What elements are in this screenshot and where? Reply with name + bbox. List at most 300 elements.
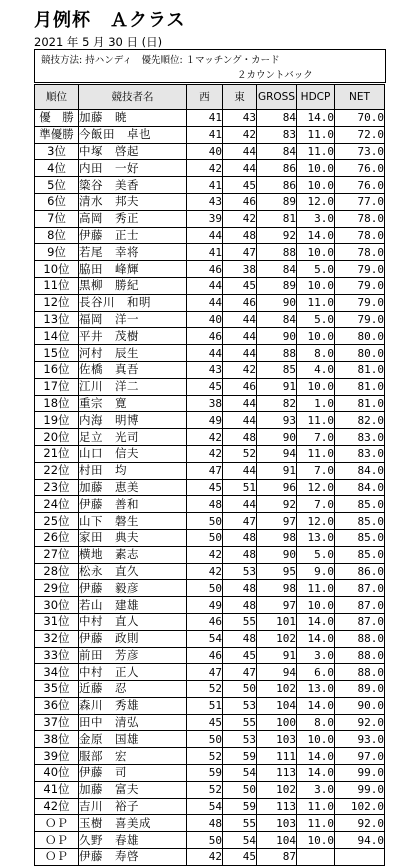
name-cell: 金原 国雄 (79, 731, 187, 748)
east-score-cell: 47 (223, 664, 257, 681)
east-score-cell: 45 (223, 849, 257, 866)
rank-cell: 28位 (35, 563, 79, 580)
name-cell: 平井 茂樹 (79, 328, 187, 345)
name-cell: 近藤 忍 (79, 681, 187, 698)
rank-cell: 31位 (35, 613, 79, 630)
west-score-cell: 54 (187, 798, 223, 815)
table-row (35, 395, 385, 412)
gross-score-cell: 87 (257, 849, 297, 866)
west-score-cell: 42 (187, 429, 223, 446)
name-cell: 簗谷 美香 (79, 177, 187, 194)
name-cell: 家田 典夫 (79, 529, 187, 546)
rank-cell: 32位 (35, 630, 79, 647)
net-score-cell: 87.0 (335, 613, 385, 630)
table-row (35, 345, 385, 362)
gross-score-cell: 97 (257, 597, 297, 614)
name-cell: 足立 光司 (79, 429, 187, 446)
gross-score-cell: 102 (257, 781, 297, 798)
gross-score-cell: 89 (257, 193, 297, 210)
gross-score-cell: 103 (257, 731, 297, 748)
header-hdcp: HDCP (297, 85, 335, 110)
gross-score-cell: 102 (257, 681, 297, 698)
hdcp-cell: 13.0 (297, 681, 335, 698)
hdcp-cell: 10.0 (297, 731, 335, 748)
net-score-cell: 88.0 (335, 630, 385, 647)
hdcp-cell: 11.0 (297, 294, 335, 311)
gross-score-cell: 113 (257, 765, 297, 782)
name-cell: 伊藤 政則 (79, 630, 187, 647)
table-row (35, 479, 385, 496)
east-score-cell: 44 (223, 143, 257, 160)
rank-cell: 24位 (35, 496, 79, 513)
rank-cell: 33位 (35, 647, 79, 664)
east-score-cell: 44 (223, 311, 257, 328)
name-cell: 加藤 富夫 (79, 781, 187, 798)
hdcp-cell: 7.0 (297, 462, 335, 479)
west-score-cell: 48 (187, 815, 223, 832)
west-score-cell: 50 (187, 832, 223, 849)
west-score-cell: 50 (187, 731, 223, 748)
gross-score-cell: 100 (257, 714, 297, 731)
gross-score-cell: 95 (257, 563, 297, 580)
hdcp-cell: 9.0 (297, 563, 335, 580)
table-row (35, 647, 385, 664)
table-row (35, 311, 385, 328)
west-score-cell: 59 (187, 765, 223, 782)
table-row (35, 445, 385, 462)
header-name: 競技者名 (79, 85, 187, 110)
net-score-cell: 79.0 (335, 277, 385, 294)
name-cell: 森川 秀雄 (79, 697, 187, 714)
east-score-cell: 45 (223, 277, 257, 294)
name-cell: 伊藤 正士 (79, 227, 187, 244)
table-header-row (35, 85, 385, 110)
east-score-cell: 44 (223, 345, 257, 362)
west-score-cell: 49 (187, 412, 223, 429)
name-cell: 重宗 寛 (79, 395, 187, 412)
name-cell: 山下 磐生 (79, 513, 187, 530)
hdcp-cell: 3.0 (297, 781, 335, 798)
east-score-cell: 45 (223, 177, 257, 194)
gross-score-cell: 102 (257, 630, 297, 647)
table-row (35, 781, 385, 798)
net-score-cell: 84.0 (335, 462, 385, 479)
west-score-cell: 39 (187, 210, 223, 227)
table-row (35, 378, 385, 395)
hdcp-cell: 14.0 (297, 227, 335, 244)
hdcp-cell: 10.0 (297, 160, 335, 177)
hdcp-cell: 8.0 (297, 345, 335, 362)
hdcp-cell: 10.0 (297, 277, 335, 294)
hdcp-cell: 10.0 (297, 244, 335, 261)
west-score-cell: 45 (187, 378, 223, 395)
west-score-cell: 44 (187, 294, 223, 311)
table-row (35, 361, 385, 378)
east-score-cell: 48 (223, 630, 257, 647)
table-row (35, 529, 385, 546)
east-score-cell: 53 (223, 731, 257, 748)
west-score-cell: 43 (187, 193, 223, 210)
header-east: 東 (223, 85, 257, 110)
rank-cell: 29位 (35, 580, 79, 597)
east-score-cell: 47 (223, 513, 257, 530)
name-cell: 伊藤 善和 (79, 496, 187, 513)
rank-cell: 39位 (35, 748, 79, 765)
west-score-cell: 44 (187, 227, 223, 244)
name-cell: 黒柳 勝紀 (79, 277, 187, 294)
rank-cell: 準優勝 (35, 126, 79, 143)
west-score-cell: 50 (187, 529, 223, 546)
rank-cell: 16位 (35, 361, 79, 378)
hdcp-cell: 12.0 (297, 479, 335, 496)
rank-cell: 11位 (35, 277, 79, 294)
east-score-cell: 48 (223, 580, 257, 597)
net-score-cell: 76.0 (335, 177, 385, 194)
west-score-cell: 42 (187, 160, 223, 177)
east-score-cell: 48 (223, 597, 257, 614)
net-score-cell: 76.0 (335, 160, 385, 177)
conditions-line-1: 競技方法: 持ハンディ 優先順位: １マッチング・カード (41, 55, 280, 66)
west-score-cell: 54 (187, 630, 223, 647)
net-score-cell: 85.0 (335, 529, 385, 546)
name-cell: 村田 均 (79, 462, 187, 479)
east-score-cell: 53 (223, 563, 257, 580)
east-score-cell: 46 (223, 378, 257, 395)
net-score-cell: 94.0 (335, 832, 385, 849)
west-score-cell: 47 (187, 664, 223, 681)
rank-cell: 5位 (35, 177, 79, 194)
results-body (35, 110, 385, 866)
table-row (35, 815, 385, 832)
net-score-cell: 79.0 (335, 311, 385, 328)
gross-score-cell: 94 (257, 445, 297, 462)
name-cell: 長谷川 和明 (79, 294, 187, 311)
table-row (35, 765, 385, 782)
hdcp-cell: 14.0 (297, 110, 335, 127)
west-score-cell: 51 (187, 697, 223, 714)
net-score-cell: 80.0 (335, 328, 385, 345)
east-score-cell: 50 (223, 681, 257, 698)
name-cell: 吉川 裕子 (79, 798, 187, 815)
header-rank: 順位 (35, 85, 79, 110)
name-cell: 清水 邦夫 (79, 193, 187, 210)
gross-score-cell: 90 (257, 546, 297, 563)
hdcp-cell: 14.0 (297, 697, 335, 714)
east-score-cell: 42 (223, 210, 257, 227)
table-row (35, 210, 385, 227)
gross-score-cell: 88 (257, 244, 297, 261)
east-score-cell: 55 (223, 815, 257, 832)
gross-score-cell: 85 (257, 361, 297, 378)
name-cell: 田中 清弘 (79, 714, 187, 731)
net-score-cell: 102.0 (335, 798, 385, 815)
net-score-cell: 79.0 (335, 294, 385, 311)
table-row (35, 429, 385, 446)
rank-cell: 42位 (35, 798, 79, 815)
east-score-cell: 48 (223, 227, 257, 244)
west-score-cell: 52 (187, 781, 223, 798)
table-row (35, 143, 385, 160)
gross-score-cell: 111 (257, 748, 297, 765)
net-score-cell: 92.0 (335, 815, 385, 832)
hdcp-cell: 10.0 (297, 832, 335, 849)
east-score-cell: 48 (223, 429, 257, 446)
rank-cell: 25位 (35, 513, 79, 530)
hdcp-cell (297, 849, 335, 866)
east-score-cell: 55 (223, 714, 257, 731)
net-score-cell: 85.0 (335, 546, 385, 563)
net-score-cell: 88.0 (335, 647, 385, 664)
name-cell: 伊藤 寿啓 (79, 849, 187, 866)
west-score-cell: 46 (187, 647, 223, 664)
rank-cell: 14位 (35, 328, 79, 345)
net-score-cell: 89.0 (335, 681, 385, 698)
net-score-cell: 85.0 (335, 496, 385, 513)
rank-cell: 優 勝 (35, 110, 79, 127)
gross-score-cell: 94 (257, 664, 297, 681)
net-score-cell: 90.0 (335, 697, 385, 714)
hdcp-cell: 14.0 (297, 765, 335, 782)
net-score-cell: 97.0 (335, 748, 385, 765)
west-score-cell: 41 (187, 126, 223, 143)
east-score-cell: 50 (223, 781, 257, 798)
table-row (35, 849, 385, 866)
gross-score-cell: 86 (257, 177, 297, 194)
gross-score-cell: 91 (257, 378, 297, 395)
hdcp-cell: 11.0 (297, 126, 335, 143)
hdcp-cell: 7.0 (297, 429, 335, 446)
net-score-cell: 79.0 (335, 261, 385, 278)
west-score-cell: 50 (187, 513, 223, 530)
gross-score-cell: 88 (257, 345, 297, 362)
table-row (35, 597, 385, 614)
rank-cell: 8位 (35, 227, 79, 244)
east-score-cell: 46 (223, 294, 257, 311)
net-score-cell: 81.0 (335, 395, 385, 412)
name-cell: 福岡 洋一 (79, 311, 187, 328)
hdcp-cell: 6.0 (297, 664, 335, 681)
west-score-cell: 45 (187, 479, 223, 496)
gross-score-cell: 98 (257, 529, 297, 546)
east-score-cell: 54 (223, 765, 257, 782)
east-score-cell: 59 (223, 748, 257, 765)
table-row (35, 546, 385, 563)
east-score-cell: 42 (223, 126, 257, 143)
east-score-cell: 55 (223, 613, 257, 630)
east-score-cell: 44 (223, 496, 257, 513)
gross-score-cell: 103 (257, 815, 297, 832)
net-score-cell: 70.0 (335, 110, 385, 127)
gross-score-cell: 84 (257, 143, 297, 160)
rank-cell: 13位 (35, 311, 79, 328)
net-score-cell: 86.0 (335, 563, 385, 580)
net-score-cell: 77.0 (335, 193, 385, 210)
west-score-cell: 47 (187, 462, 223, 479)
name-cell: 高岡 秀正 (79, 210, 187, 227)
net-score-cell: 78.0 (335, 244, 385, 261)
page-title: 月例杯 Ａクラス (34, 10, 186, 31)
conditions-line-2: ２カウントバック (237, 70, 313, 81)
hdcp-cell: 14.0 (297, 748, 335, 765)
gross-score-cell: 97 (257, 513, 297, 530)
name-cell: 久野 春雄 (79, 832, 187, 849)
east-score-cell: 46 (223, 193, 257, 210)
rank-cell: 26位 (35, 529, 79, 546)
rank-cell: 18位 (35, 395, 79, 412)
name-cell: 脇田 峰輝 (79, 261, 187, 278)
net-score-cell: 84.0 (335, 479, 385, 496)
east-score-cell: 45 (223, 647, 257, 664)
hdcp-cell: 5.0 (297, 311, 335, 328)
hdcp-cell: 11.0 (297, 143, 335, 160)
gross-score-cell: 91 (257, 647, 297, 664)
rank-cell: 41位 (35, 781, 79, 798)
hdcp-cell: 11.0 (297, 445, 335, 462)
results-table (34, 84, 385, 866)
west-score-cell: 44 (187, 345, 223, 362)
name-cell: 伊藤 毅彦 (79, 580, 187, 597)
gross-score-cell: 82 (257, 395, 297, 412)
net-score-cell: 99.0 (335, 765, 385, 782)
net-score-cell: 92.0 (335, 714, 385, 731)
rank-cell: 21位 (35, 445, 79, 462)
name-cell: 今飯田 卓也 (79, 126, 187, 143)
hdcp-cell: 7.0 (297, 496, 335, 513)
east-score-cell: 38 (223, 261, 257, 278)
table-row (35, 328, 385, 345)
net-score-cell: 73.0 (335, 143, 385, 160)
rank-cell: 4位 (35, 160, 79, 177)
east-score-cell: 54 (223, 832, 257, 849)
east-score-cell: 44 (223, 160, 257, 177)
name-cell: 中村 直人 (79, 613, 187, 630)
hdcp-cell: 1.0 (297, 395, 335, 412)
hdcp-cell: 8.0 (297, 714, 335, 731)
net-score-cell: 93.0 (335, 731, 385, 748)
net-score-cell: 72.0 (335, 126, 385, 143)
header-gross: GROSS (257, 85, 297, 110)
rank-cell: 12位 (35, 294, 79, 311)
name-cell: 若尾 幸将 (79, 244, 187, 261)
table-row (35, 513, 385, 530)
west-score-cell: 50 (187, 580, 223, 597)
table-row (35, 412, 385, 429)
east-score-cell: 53 (223, 697, 257, 714)
hdcp-cell: 11.0 (297, 815, 335, 832)
gross-score-cell: 89 (257, 277, 297, 294)
west-score-cell: 48 (187, 496, 223, 513)
conditions-box (34, 49, 386, 83)
name-cell: 中村 正人 (79, 664, 187, 681)
table-row (35, 244, 385, 261)
name-cell: 加藤 暁 (79, 110, 187, 127)
name-cell: 服部 宏 (79, 748, 187, 765)
rank-cell: 10位 (35, 261, 79, 278)
gross-score-cell: 84 (257, 261, 297, 278)
name-cell: 佐橋 真吾 (79, 361, 187, 378)
table-row (35, 630, 385, 647)
table-row (35, 261, 385, 278)
east-score-cell: 51 (223, 479, 257, 496)
gross-score-cell: 101 (257, 613, 297, 630)
net-score-cell: 87.0 (335, 580, 385, 597)
rank-cell: 15位 (35, 345, 79, 362)
west-score-cell: 42 (187, 849, 223, 866)
gross-score-cell: 86 (257, 160, 297, 177)
rank-cell: 6位 (35, 193, 79, 210)
hdcp-cell: 14.0 (297, 630, 335, 647)
name-cell: 中塚 啓起 (79, 143, 187, 160)
net-score-cell (335, 849, 385, 866)
rank-cell: 30位 (35, 597, 79, 614)
rank-cell: 7位 (35, 210, 79, 227)
rank-cell: 17位 (35, 378, 79, 395)
hdcp-cell: 10.0 (297, 328, 335, 345)
table-row (35, 193, 385, 210)
rank-cell: ＯＰ (35, 815, 79, 832)
table-row (35, 277, 385, 294)
table-row (35, 697, 385, 714)
rank-cell: 22位 (35, 462, 79, 479)
hdcp-cell: 12.0 (297, 193, 335, 210)
west-score-cell: 52 (187, 748, 223, 765)
gross-score-cell: 104 (257, 832, 297, 849)
table-row (35, 580, 385, 597)
name-cell: 内田 一好 (79, 160, 187, 177)
east-score-cell: 48 (223, 546, 257, 563)
net-score-cell: 78.0 (335, 210, 385, 227)
net-score-cell: 99.0 (335, 781, 385, 798)
net-score-cell: 81.0 (335, 361, 385, 378)
west-score-cell: 41 (187, 244, 223, 261)
table-row (35, 126, 385, 143)
rank-cell: 27位 (35, 546, 79, 563)
table-row (35, 227, 385, 244)
hdcp-cell: 3.0 (297, 647, 335, 664)
table-row (35, 714, 385, 731)
west-score-cell: 45 (187, 714, 223, 731)
name-cell: 江川 洋二 (79, 378, 187, 395)
east-score-cell: 43 (223, 110, 257, 127)
net-score-cell: 88.0 (335, 664, 385, 681)
table-row (35, 294, 385, 311)
net-score-cell: 78.0 (335, 227, 385, 244)
gross-score-cell: 92 (257, 227, 297, 244)
east-score-cell: 59 (223, 798, 257, 815)
table-row (35, 731, 385, 748)
west-score-cell: 41 (187, 110, 223, 127)
table-row (35, 177, 385, 194)
east-score-cell: 52 (223, 445, 257, 462)
gross-score-cell: 84 (257, 110, 297, 127)
net-score-cell: 85.0 (335, 513, 385, 530)
net-score-cell: 87.0 (335, 597, 385, 614)
name-cell: 内海 明博 (79, 412, 187, 429)
west-score-cell: 42 (187, 546, 223, 563)
net-score-cell: 83.0 (335, 429, 385, 446)
hdcp-cell: 10.0 (297, 177, 335, 194)
rank-cell: 38位 (35, 731, 79, 748)
table-row (35, 462, 385, 479)
gross-score-cell: 90 (257, 294, 297, 311)
west-score-cell: 43 (187, 361, 223, 378)
net-score-cell: 82.0 (335, 412, 385, 429)
west-score-cell: 41 (187, 177, 223, 194)
header-net: NET (335, 85, 385, 110)
east-score-cell: 44 (223, 395, 257, 412)
west-score-cell: 46 (187, 261, 223, 278)
east-score-cell: 44 (223, 328, 257, 345)
